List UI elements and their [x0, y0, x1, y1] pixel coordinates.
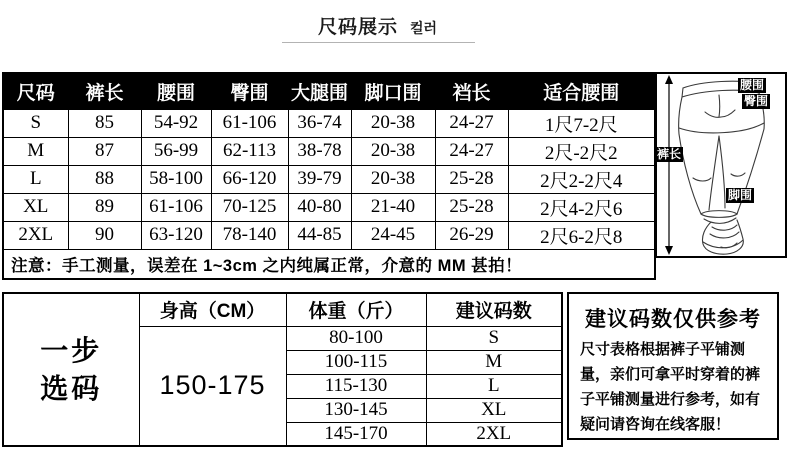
size-cell: 85 [68, 109, 141, 137]
size-cell: 54-92 [141, 109, 211, 137]
size-cell: 61-106 [141, 193, 211, 221]
size-cell: 21-40 [351, 193, 435, 221]
size-cell: 20-38 [351, 165, 435, 193]
fit-table [2, 292, 563, 447]
col-header-crotch: 裆长 [435, 73, 508, 109]
size-cell: 90 [68, 221, 141, 249]
page-title: 尺码展示 [318, 17, 399, 38]
fit-table-title: 一步选码 [3, 293, 139, 446]
size-cell: L [3, 165, 68, 193]
table-row-m [3, 137, 655, 165]
size-cell: M [3, 137, 68, 165]
size-cell: 2尺4-2尺6 [508, 193, 655, 221]
height-range: 150-175 [139, 326, 286, 446]
size-cell: 70-125 [211, 193, 288, 221]
page-header [318, 12, 437, 39]
size-cell: 62-113 [211, 137, 288, 165]
col-header-waist: 腰围 [141, 73, 211, 109]
size-cell: 58-100 [141, 165, 211, 193]
hip-label: 臀围 [744, 94, 769, 108]
weight-cell: 145-170 [286, 422, 426, 446]
table-row-s [3, 109, 655, 137]
size-cell: 44-85 [288, 221, 351, 249]
size-table [2, 72, 656, 280]
size-cell: 1尺7-2尺 [508, 109, 655, 137]
size-cell: 38-78 [288, 137, 351, 165]
size-cell: 20-38 [351, 137, 435, 165]
suggested-size-cell: L [426, 374, 562, 398]
waist-label: 腰围 [740, 78, 765, 92]
fit-table-header-row [3, 293, 562, 326]
measurement-note: 注意：手工测量，误差在 1~3cm 之内纯属正常，介意的 MM 甚拍！ [3, 249, 655, 279]
size-cell: 2尺6-2尺8 [508, 221, 655, 249]
suggested-size-cell: S [426, 326, 562, 350]
suggested-size-cell: M [426, 350, 562, 374]
size-cell: 39-79 [288, 165, 351, 193]
ankle-label: 脚围 [728, 188, 753, 202]
size-cell: 24-45 [351, 221, 435, 249]
col-header-height: 身高（CM） [139, 293, 286, 326]
size-cell: 24-27 [435, 109, 508, 137]
size-table-header-row [3, 73, 655, 109]
size-cell: 56-99 [141, 137, 211, 165]
size-cell: 40-80 [288, 193, 351, 221]
title-divider [282, 42, 475, 43]
pant-length-label: 裤长 [657, 147, 682, 161]
col-header-hip: 臀围 [211, 73, 288, 109]
size-cell: 2尺2-2尺4 [508, 165, 655, 193]
size-cell: 89 [68, 193, 141, 221]
advice-body: 尺寸表格根据裤子平铺测量，亲们可拿平时穿着的裤子平铺测量进行参考，如有疑问请咨询在线客服！ [580, 341, 761, 433]
size-cell: 25-28 [435, 193, 508, 221]
col-header-leg-opening: 脚口围 [351, 73, 435, 109]
col-header-fit-waist: 适合腰围 [508, 73, 655, 109]
size-cell: S [3, 109, 68, 137]
col-header-suggested-size: 建议码数 [426, 293, 562, 326]
page-title-suffix: 컬러 [410, 20, 438, 36]
size-cell: XL [3, 193, 68, 221]
size-cell: 25-28 [435, 165, 508, 193]
size-cell: 20-38 [351, 109, 435, 137]
col-header-thigh: 大腿围 [288, 73, 351, 109]
table-row-2xl [3, 221, 655, 249]
table-row-l [3, 165, 655, 193]
note-row [3, 249, 655, 279]
pants-diagram [655, 72, 787, 258]
suggested-size-cell: 2XL [426, 422, 562, 446]
size-cell: 36-74 [288, 109, 351, 137]
weight-cell: 100-115 [286, 350, 426, 374]
suggested-size-cell: XL [426, 398, 562, 422]
size-cell: 87 [68, 137, 141, 165]
size-cell: 78-140 [211, 221, 288, 249]
size-cell: 66-120 [211, 165, 288, 193]
col-header-size: 尺码 [3, 73, 68, 109]
weight-cell: 80-100 [286, 326, 426, 350]
size-cell: 26-29 [435, 221, 508, 249]
size-cell: 63-120 [141, 221, 211, 249]
size-cell: 2尺-2尺2 [508, 137, 655, 165]
size-cell: 24-27 [435, 137, 508, 165]
col-header-weight: 体重（斤） [286, 293, 426, 326]
advice-heading: 建议码数仅供参考 [585, 308, 761, 331]
weight-cell: 130-145 [286, 398, 426, 422]
size-advice-box [567, 292, 779, 440]
weight-cell: 115-130 [286, 374, 426, 398]
length-arrow [665, 75, 673, 255]
col-header-pant-length: 裤长 [68, 73, 141, 109]
size-cell: 61-106 [211, 109, 288, 137]
size-cell: 88 [68, 165, 141, 193]
table-row-xl [3, 193, 655, 221]
size-cell: 2XL [3, 221, 68, 249]
